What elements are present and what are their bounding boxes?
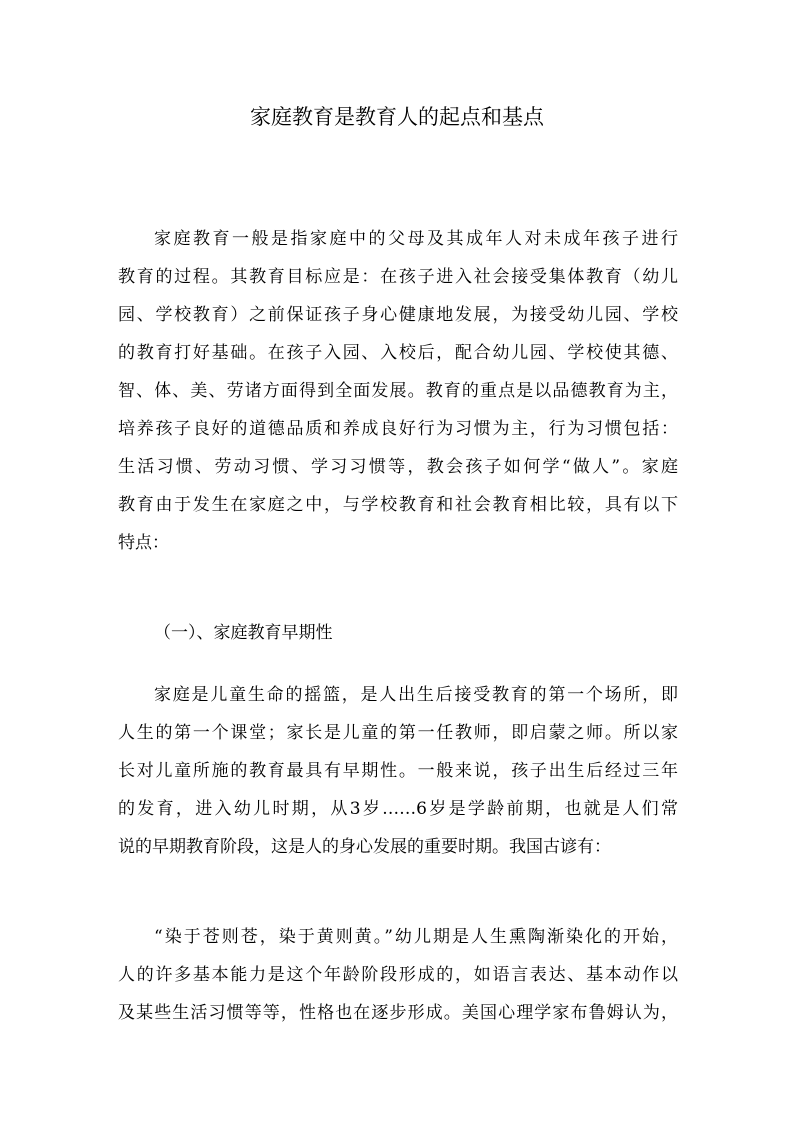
paragraph-line: 人生的第一个课堂；家长是儿童的第一任教师，即启蒙之师。所以家 bbox=[118, 723, 678, 743]
paragraph-line: 教育的过程。其教育目标应是：在孩子进入社会接受集体教育（幼儿 bbox=[118, 267, 678, 287]
paragraph-line: 及某些生活习惯等等，性格也在逐步形成。美国心理学家布鲁姆认为， bbox=[118, 1003, 678, 1023]
paragraph-line: 的发育，进入幼儿时期，从3岁……6岁是学龄前期，也就是人们常 bbox=[118, 799, 678, 819]
paragraph-intro bbox=[118, 220, 678, 562]
paragraph-early-education bbox=[118, 676, 678, 866]
paragraph-line: 特点： bbox=[118, 533, 169, 553]
paragraph-line: 人的许多基本能力是这个年龄阶段形成的，如语言表达、基本动作以 bbox=[118, 965, 678, 985]
paragraph-line: 长对儿童所施的教育最具有早期性。一般来说，孩子出生后经过三年 bbox=[118, 761, 678, 781]
paragraph-line: 家庭是儿童生命的摇篮，是人出生后接受教育的第一个场所，即 bbox=[154, 685, 678, 705]
section-heading-text: （一）、家庭教育早期性 bbox=[154, 623, 333, 643]
paragraph-line: 园、学校教育）之前保证孩子身心健康地发展，为接受幼儿园、学校 bbox=[118, 305, 678, 325]
page-title: 家庭教育是教育人的起点和基点 bbox=[250, 105, 544, 129]
paragraph-proverb bbox=[118, 918, 678, 1032]
paragraph-line: 智、体、美、劳诸方面得到全面发展。教育的重点是以品德教育为主， bbox=[118, 381, 678, 401]
section-heading bbox=[118, 614, 678, 652]
paragraph-line: 生活习惯、劳动习惯、学习习惯等，教会孩子如何学“做人”。家庭 bbox=[118, 457, 678, 477]
paragraph-line: 培养孩子良好的道德品质和养成良好行为习惯为主，行为习惯包括： bbox=[118, 419, 678, 439]
paragraph-line: 的教育打好基础。在孩子入园、入校后，配合幼儿园、学校使其德、 bbox=[118, 343, 678, 363]
paragraph-line: “染于苍则苍，染于黄则黄。”幼儿期是人生熏陶渐染化的开始， bbox=[154, 927, 678, 947]
paragraph-line: 家庭教育一般是指家庭中的父母及其成年人对未成年孩子进行 bbox=[154, 229, 678, 249]
paragraph-line: 说的早期教育阶段，这是人的身心发展的重要时期。我国古谚有： bbox=[118, 837, 611, 857]
paragraph-line: 教育由于发生在家庭之中，与学校教育和社会教育相比较，具有以下 bbox=[118, 495, 678, 515]
